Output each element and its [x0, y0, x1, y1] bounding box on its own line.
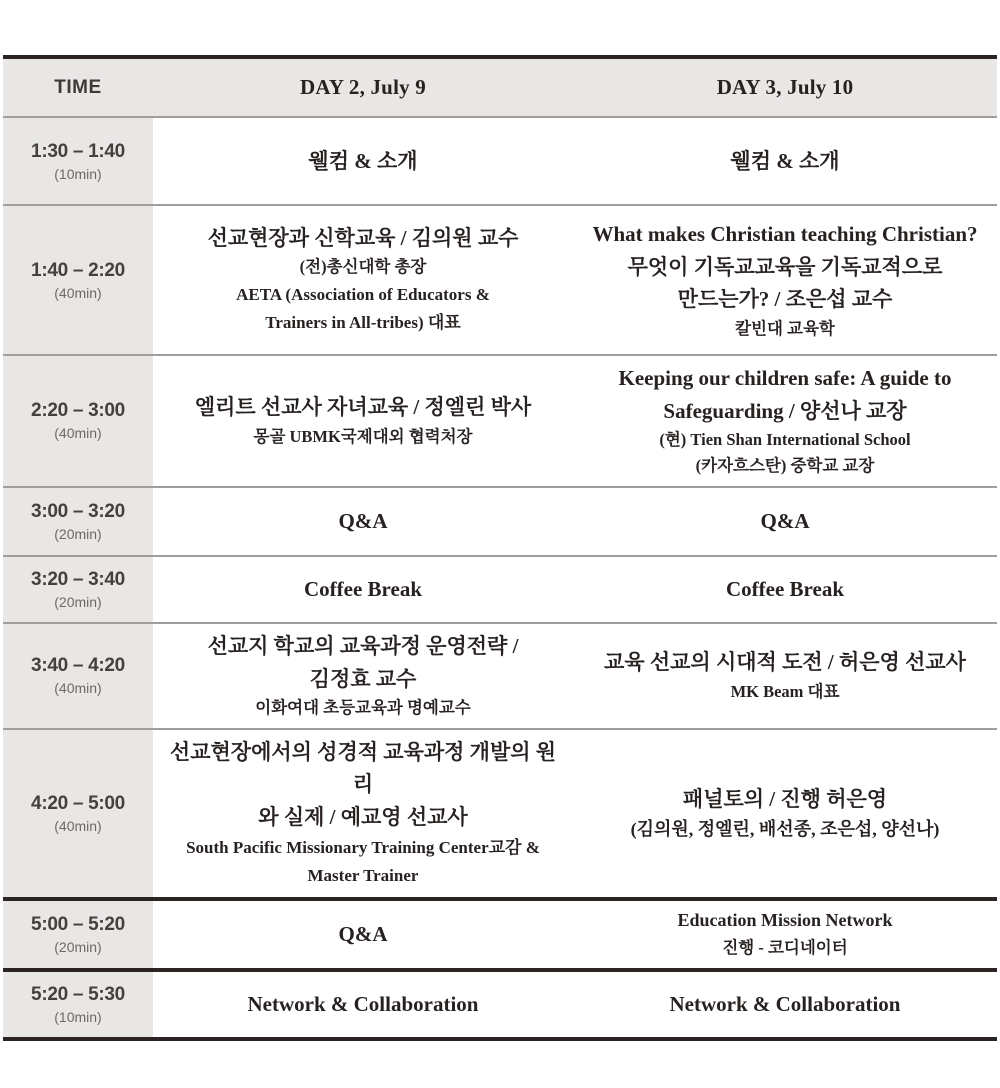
session-line: 교육 선교의 시대적 도전 / 허은영 선교사: [604, 650, 966, 675]
day3-session-cell: [573, 118, 997, 204]
day3-session-cell: [573, 972, 997, 1037]
time-range: 1:30 – 1:40: [31, 140, 125, 162]
time-duration: (20min): [54, 593, 102, 610]
session-line: 진행 - 코디네이터: [722, 938, 848, 958]
header-row: [3, 59, 997, 116]
session-line: Education Mission Network: [677, 910, 893, 931]
header-day3-label: DAY 3, July 10: [716, 75, 854, 99]
session-line: AETA (Association of Educators &: [236, 284, 490, 304]
table-row: [3, 204, 997, 354]
day3-session-cell: [573, 356, 997, 486]
time-duration: (20min): [54, 525, 102, 542]
time-cell: [3, 730, 153, 897]
day2-session-cell: [153, 356, 573, 486]
day2-session-cell: [153, 901, 573, 967]
header-day2-cell: [153, 59, 573, 116]
table-row: [3, 354, 997, 486]
session-line: (전)총신대학 총장: [299, 257, 427, 277]
session-line: 선교현장과 신학교육 / 김의원 교수: [207, 225, 519, 250]
time-range: 3:00 – 3:20: [31, 500, 125, 522]
session-line: 만드는가? / 조은섭 교수: [677, 287, 893, 312]
session-line: What makes Christian teaching Christian?: [592, 221, 978, 246]
time-range: 2:20 – 3:00: [31, 400, 125, 422]
day3-session-cell: [573, 206, 997, 354]
day2-session-cell: [153, 624, 573, 728]
header-day3-cell: [573, 59, 997, 116]
session-line: (현) Tien Shan International School: [659, 430, 911, 450]
table-row: [3, 728, 997, 897]
table-row: [3, 968, 997, 1037]
table-row: [3, 555, 997, 622]
session-line: Q&A: [338, 509, 388, 534]
time-range: 5:00 – 5:20: [31, 913, 125, 935]
schedule-table: [3, 55, 997, 1041]
time-cell: [3, 972, 153, 1037]
day2-session-cell: [153, 972, 573, 1037]
day3-session-cell: [573, 901, 997, 967]
day2-session-cell: [153, 557, 573, 622]
session-line: 이화여대 초등교육과 명예교수: [255, 698, 471, 718]
session-line: 선교지 학교의 교육과정 운영전략 /: [207, 634, 519, 659]
time-cell: [3, 557, 153, 622]
time-range: 4:20 – 5:00: [31, 793, 125, 815]
session-line: Master Trainer: [307, 866, 419, 886]
day2-session-cell: [153, 488, 573, 555]
session-line: 웰컴 & 소개: [730, 148, 840, 173]
session-line: 패널토의 / 진행 허은영: [682, 787, 888, 812]
time-range: 5:20 – 5:30: [31, 983, 125, 1005]
session-line: 와 실제 / 예교영 선교사: [258, 804, 468, 829]
session-line: (카자흐스탄) 중학교 교장: [695, 456, 875, 476]
session-line: 엘리트 선교사 자녀교육 / 정엘린 박사: [194, 395, 532, 420]
time-range: 1:40 – 2:20: [31, 259, 125, 281]
time-cell: [3, 356, 153, 486]
session-line: Q&A: [338, 922, 388, 947]
time-duration: (40min): [54, 818, 102, 835]
table-row: [3, 116, 997, 204]
session-line: Trainers in All-tribes) 대표: [265, 313, 461, 333]
time-duration: (40min): [54, 425, 102, 442]
session-line: Coffee Break: [726, 577, 844, 602]
session-line: (김의원, 정엘린, 배선종, 조은섭, 양선나): [630, 818, 940, 839]
table-row: [3, 486, 997, 555]
time-duration: (10min): [54, 165, 102, 182]
header-time-label: TIME: [54, 76, 102, 98]
session-line: 칼빈대 교육학: [735, 318, 835, 338]
session-line: Q&A: [760, 509, 810, 534]
session-line: 선교현장에서의 성경적 교육과정 개발의 원리: [169, 739, 557, 797]
day3-session-cell: [573, 488, 997, 555]
time-cell: [3, 488, 153, 555]
time-duration: (10min): [54, 1008, 102, 1025]
time-cell: [3, 901, 153, 967]
time-duration: (20min): [54, 938, 102, 955]
day2-session-cell: [153, 118, 573, 204]
session-line: 몽골 UBMK국제대외 협력처장: [253, 427, 473, 447]
session-line: 웰컴 & 소개: [308, 148, 418, 173]
time-cell: [3, 624, 153, 728]
day3-session-cell: [573, 730, 997, 897]
table-row: [3, 897, 997, 967]
session-line: Keeping our children safe: A guide to: [618, 366, 952, 390]
time-range: 3:40 – 4:20: [31, 655, 125, 677]
session-line: 무엇이 기독교교육을 기독교적으로: [627, 254, 943, 279]
day3-session-cell: [573, 624, 997, 728]
session-line: 김정효 교수: [309, 666, 417, 691]
session-line: Safeguarding / 양선나 교장: [663, 398, 907, 423]
session-line: Network & Collaboration: [669, 991, 901, 1016]
day3-session-cell: [573, 557, 997, 622]
table-row: [3, 622, 997, 728]
session-line: South Pacific Missionary Training Center교감 &: [186, 837, 540, 857]
session-line: MK Beam 대표: [730, 681, 840, 701]
session-line: Coffee Break: [304, 577, 422, 602]
session-line: Network & Collaboration: [247, 991, 479, 1016]
time-range: 3:20 – 3:40: [31, 568, 125, 590]
day2-session-cell: [153, 206, 573, 354]
time-cell: [3, 206, 153, 354]
header-time-cell: [3, 59, 153, 116]
header-day2-label: DAY 2, July 9: [300, 75, 426, 99]
day2-session-cell: [153, 730, 573, 897]
time-duration: (40min): [54, 284, 102, 301]
time-cell: [3, 118, 153, 204]
time-duration: (40min): [54, 680, 102, 697]
